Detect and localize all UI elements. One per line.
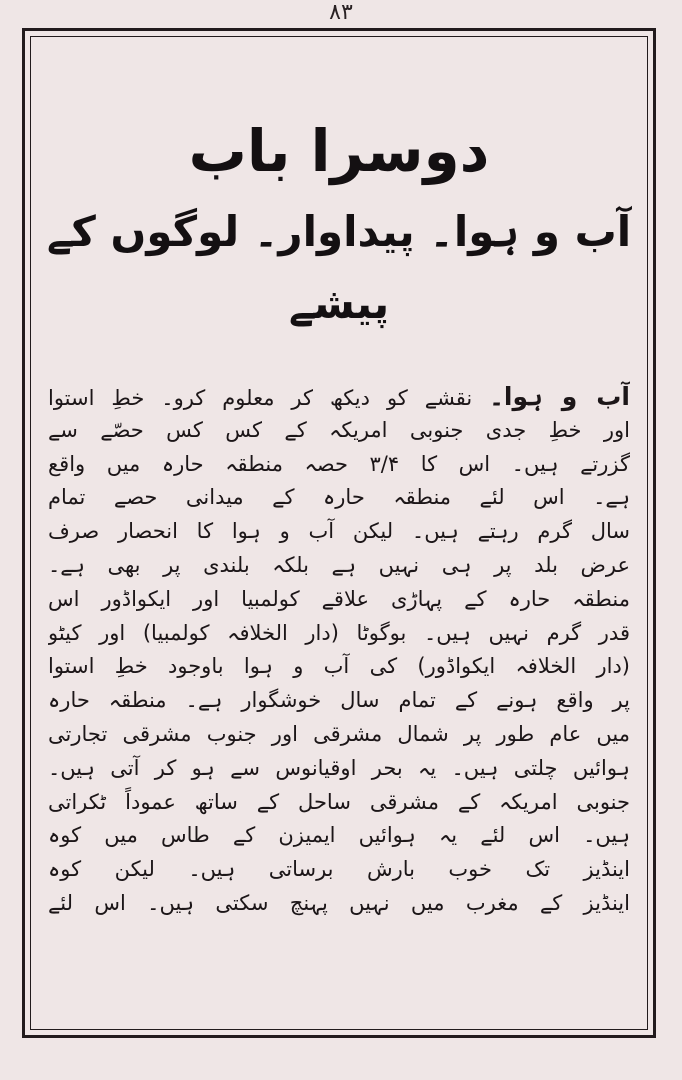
text-line: ہے۔ اس لئے منطقہ حارہ کے میدانی حصے تمام (48, 485, 630, 510)
text-line: منطقہ حارہ کے پہاڑی علاقے کولمبیا اور ایکواڈور اس (48, 586, 630, 611)
section-lead: آب و ہوا۔ (489, 382, 630, 411)
text-line (48, 380, 630, 414)
text-line: (دار الخلافہ ایکواڈور) کی آب و ہوا باوجود خطِ استوا (48, 654, 630, 679)
text-line-content: نقشے کو دیکھ کر معلوم کرو۔ خطِ استوا (48, 386, 473, 410)
chapter-title: دوسرا باب (188, 117, 490, 185)
text-line: قدر گرم نہیں ہیں۔ بوگوٹا (دار الخلافہ کولمبیا) اور کیٹو (48, 620, 630, 645)
text-line: عرض بلد پر ہی نہیں ہے بلکہ بلندی پر بھی ہے۔ (48, 552, 630, 577)
page-number: ۸۳ (329, 0, 353, 25)
text-line: ہیں۔ اس لئے یہ ہوائیں ایمیزن کے طاس میں کوہ (48, 823, 630, 848)
text-line: میں عام طور پر شمال مشرقی اور جنوب مشرقی تجارتی (48, 721, 630, 746)
text-line: ہوائیں چلتی ہیں۔ یہ بحر اوقیانوس سے ہو کر آتی ہیں۔ (48, 755, 630, 780)
page-content (40, 110, 638, 921)
text-line: اینڈیز کے مغرب میں نہیں پہنچ سکتی ہیں۔ اس لئے (48, 890, 630, 915)
chapter-subtitle: آب و ہوا۔ پیداوار۔ لوگوں کے پیشے (46, 207, 632, 328)
text-line: اور خطِ جدی جنوبی امریکہ کے کس کس حصّے سے (48, 417, 630, 442)
text-line: گزرتے ہیں۔ اس کا ۳/۴ حصہ منطقہ حارہ میں واقع (48, 451, 630, 476)
text-line: پر واقع ہونے کے تمام سال خوشگوار ہے۔ منطقہ حارہ (48, 688, 630, 713)
body-paragraph (40, 380, 638, 921)
text-line: سال گرم رہتے ہیں۔ لیکن آب و ہوا کا انحصار صرف (48, 519, 630, 544)
text-line: اینڈیز تک خوب بارش برساتی ہیں۔ لیکن کوہ (48, 857, 630, 882)
text-line: جنوبی امریکہ کے مشرقی ساحل کے ساتھ عموداً ٹکراتی (48, 789, 630, 814)
